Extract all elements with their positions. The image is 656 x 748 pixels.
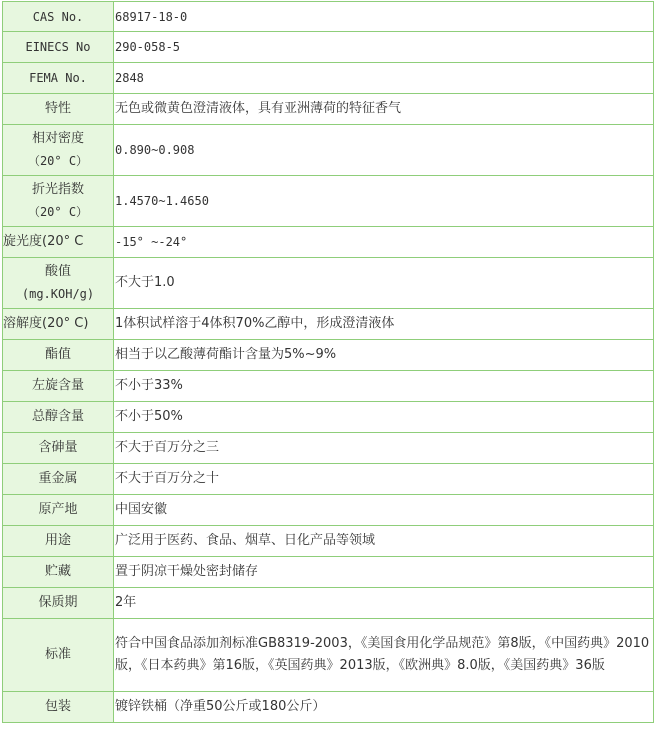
table-row — [3, 227, 654, 258]
row-label: 用途 — [3, 526, 114, 557]
row-label: 包装 — [3, 692, 114, 723]
table-row — [3, 63, 654, 94]
row-value: 无色或微黄色澄清液体，具有亚洲薄荷的特征香气 — [114, 94, 654, 125]
table-row — [3, 94, 654, 125]
table-row — [3, 433, 654, 464]
row-value: 不小于50% — [114, 402, 654, 433]
row-value: 不小于33% — [114, 371, 654, 402]
row-value: 2年 — [114, 588, 654, 619]
table-row — [3, 619, 654, 692]
row-label: EINECS No — [3, 32, 114, 63]
row-label-sub: (mg.KOH/g) — [21, 287, 95, 301]
table-row — [3, 340, 654, 371]
row-label — [3, 125, 114, 176]
row-label: 溶解度(20° C) — [3, 309, 114, 340]
row-value: 1体积试样溶于4体积70%乙醇中，形成澄清液体 — [114, 309, 654, 340]
row-value: 1.4570~1.4650 — [114, 176, 654, 227]
row-label: CAS No. — [3, 2, 114, 32]
row-label: 保质期 — [3, 588, 114, 619]
table-row — [3, 464, 654, 495]
row-value: 不大于百万分之三 — [114, 433, 654, 464]
table-row — [3, 371, 654, 402]
product-spec-table — [2, 1, 654, 723]
row-value: 镀锌铁桶（净重50公斤或180公斤） — [114, 692, 654, 723]
row-value: 相当于以乙酸薄荷酯计含量为5%~9% — [114, 340, 654, 371]
row-value: 广泛用于医药、食品、烟草、日化产品等领域 — [114, 526, 654, 557]
table-row — [3, 176, 654, 227]
row-label-main: 折光指数 — [31, 182, 84, 197]
row-label: 特性 — [3, 94, 114, 125]
row-label-sub: （20° C） — [27, 154, 89, 168]
table-row — [3, 125, 654, 176]
row-value: 不大于百万分之十 — [114, 464, 654, 495]
table-row — [3, 402, 654, 433]
row-label-sub: （20° C） — [27, 205, 89, 219]
table-row — [3, 495, 654, 526]
row-label — [3, 176, 114, 227]
row-label-main: 相对密度 — [31, 131, 84, 146]
row-value: 符合中国食品添加剂标准GB8319-2003，《美国食用化学品规范》第8版，《中国药典》2010版，《日本药典》第16版，《英国药典》2013版，《欧洲典》8.0版，《美国药典》36版 — [114, 619, 654, 692]
row-label: 原产地 — [3, 495, 114, 526]
row-label: 贮藏 — [3, 557, 114, 588]
row-label: 旋光度(20° C — [3, 227, 114, 258]
table-row — [3, 692, 654, 723]
row-label: 酯值 — [3, 340, 114, 371]
row-value: 0.890~0.908 — [114, 125, 654, 176]
row-value: -15° ~-24° — [114, 227, 654, 258]
table-row — [3, 557, 654, 588]
row-label — [3, 258, 114, 309]
row-label: 重金属 — [3, 464, 114, 495]
row-label-main: 酸值 — [44, 264, 71, 279]
table-row — [3, 526, 654, 557]
table-row — [3, 309, 654, 340]
table-row — [3, 2, 654, 32]
row-label: 标准 — [3, 619, 114, 692]
row-label: FEMA No. — [3, 63, 114, 94]
row-label: 含砷量 — [3, 433, 114, 464]
row-value: 中国安徽 — [114, 495, 654, 526]
row-value: 290-058-5 — [114, 32, 654, 63]
row-value: 不大于1.0 — [114, 258, 654, 309]
row-value: 68917-18-0 — [114, 2, 654, 32]
row-value: 置于阴凉干燥处密封储存 — [114, 557, 654, 588]
table-row — [3, 258, 654, 309]
row-label: 左旋含量 — [3, 371, 114, 402]
table-row — [3, 32, 654, 63]
row-label: 总醇含量 — [3, 402, 114, 433]
row-value: 2848 — [114, 63, 654, 94]
table-row — [3, 588, 654, 619]
